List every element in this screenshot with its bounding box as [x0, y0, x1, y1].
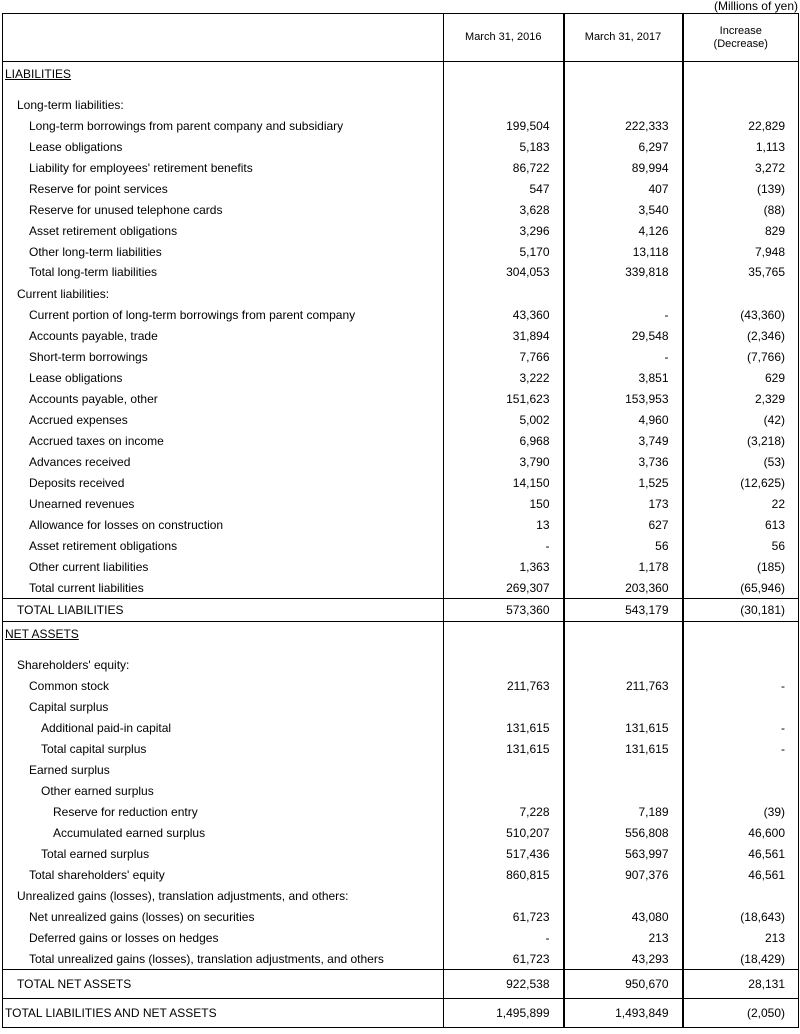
row-label: TOTAL LIABILITIES AND NET ASSETS [3, 999, 444, 1028]
value-change: - [683, 739, 799, 760]
value-2016: - [444, 536, 564, 557]
value-2017: 627 [564, 515, 683, 536]
row-label: Additional paid-in capital [3, 718, 444, 739]
table-row [3, 263, 799, 284]
value-2017: 1,525 [564, 473, 683, 494]
value-2017: 4,960 [564, 410, 683, 431]
value-2017: 563,997 [564, 844, 683, 865]
value-change: 46,561 [683, 865, 799, 886]
value-2017: 43,293 [564, 949, 683, 970]
value-2016: 61,723 [444, 949, 564, 970]
table-row [3, 676, 799, 697]
value-change: (7,766) [683, 347, 799, 368]
value-2017: - [564, 305, 683, 326]
value-2016: 150 [444, 494, 564, 515]
value-2016: 131,615 [444, 718, 564, 739]
value-2016: 3,222 [444, 368, 564, 389]
spacer-row [3, 646, 799, 655]
column-header-2016: March 31, 2016 [444, 14, 564, 62]
value-2016: 7,228 [444, 802, 564, 823]
value-change: - [683, 676, 799, 697]
value-change: 22 [683, 494, 799, 515]
row-label: Reserve for point services [3, 179, 444, 200]
value-2017: 153,953 [564, 389, 683, 410]
capital-surplus-heading-row [3, 697, 799, 718]
table-row [3, 844, 799, 865]
value-change: (3,218) [683, 431, 799, 452]
value-change: 46,561 [683, 844, 799, 865]
value-2017: 43,080 [564, 907, 683, 928]
table-row [3, 907, 799, 928]
value-2017: 6,297 [564, 137, 683, 158]
table-row [3, 221, 799, 242]
value-change: (18,643) [683, 907, 799, 928]
value-change: (88) [683, 200, 799, 221]
row-label: Total earned surplus [3, 844, 444, 865]
value-change: (42) [683, 410, 799, 431]
table-row [3, 494, 799, 515]
row-label: TOTAL LIABILITIES [3, 599, 444, 622]
value-2016: 14,150 [444, 473, 564, 494]
long-term-heading-row [3, 95, 799, 116]
balance-sheet-table [2, 13, 799, 1028]
row-label: Accounts payable, trade [3, 326, 444, 347]
table-row [3, 410, 799, 431]
value-2017: 173 [564, 494, 683, 515]
value-change: 3,272 [683, 158, 799, 179]
value-2016: 922,538 [444, 970, 564, 999]
value-2016: 547 [444, 179, 564, 200]
value-2016: 269,307 [444, 578, 564, 599]
value-2016: 304,053 [444, 263, 564, 284]
total-liabilities-row [3, 599, 799, 622]
row-label: Unearned revenues [3, 494, 444, 515]
value-2017: 4,126 [564, 221, 683, 242]
total-net-assets-row [3, 970, 799, 999]
value-change: (53) [683, 452, 799, 473]
other-earned-heading-row [3, 781, 799, 802]
row-label: Lease obligations [3, 368, 444, 389]
row-label: Accumulated earned surplus [3, 823, 444, 844]
table-row [3, 431, 799, 452]
table-row [3, 515, 799, 536]
row-label: Current portion of long-term borrowings from parent company [3, 305, 444, 326]
value-2016: 7,766 [444, 347, 564, 368]
value-2016: 3,628 [444, 200, 564, 221]
value-2017: 89,994 [564, 158, 683, 179]
table-row [3, 578, 799, 599]
value-2017: 56 [564, 536, 683, 557]
liabilities-heading-row [3, 62, 799, 86]
table-row [3, 389, 799, 410]
row-label: Common stock [3, 676, 444, 697]
value-change: (18,429) [683, 949, 799, 970]
current-heading-row [3, 284, 799, 305]
value-2016: 151,623 [444, 389, 564, 410]
value-change: (43,360) [683, 305, 799, 326]
column-header-2017: March 31, 2017 [564, 14, 683, 62]
net-assets-heading: NET ASSETS [5, 626, 79, 641]
value-2017: 203,360 [564, 578, 683, 599]
current-heading: Current liabilities: [17, 287, 110, 301]
label-column-header [3, 14, 444, 62]
table-row [3, 823, 799, 844]
row-label: Reserve for unused telephone cards [3, 200, 444, 221]
value-2016: 199,504 [444, 116, 564, 137]
row-label: Accrued taxes on income [3, 431, 444, 452]
change-header-line1: Increase [719, 24, 762, 37]
value-2017: 3,540 [564, 200, 683, 221]
table-row [3, 347, 799, 368]
value-2016: 43,360 [444, 305, 564, 326]
table-header [3, 14, 799, 62]
value-2017: 131,615 [564, 739, 683, 760]
table-row [3, 137, 799, 158]
value-2016: 31,894 [444, 326, 564, 347]
row-label: Accrued expenses [3, 410, 444, 431]
row-label: Other long-term liabilities [3, 242, 444, 263]
unrealized-heading-row [3, 886, 799, 907]
value-change: (30,181) [683, 599, 799, 622]
row-label: Total capital surplus [3, 739, 444, 760]
equity-heading: Shareholders' equity: [17, 658, 130, 672]
row-label: Net unrealized gains (losses) on securities [3, 907, 444, 928]
table-row [3, 557, 799, 578]
other-earned-heading: Other earned surplus [41, 784, 154, 798]
value-2016: 6,968 [444, 431, 564, 452]
value-2016: 517,436 [444, 844, 564, 865]
value-2017: 29,548 [564, 326, 683, 347]
value-2016: 1,363 [444, 557, 564, 578]
table-row [3, 368, 799, 389]
liabilities-heading: LIABILITIES [5, 66, 72, 81]
unit-note: (Millions of yen) [713, 0, 798, 13]
value-2016: 1,495,899 [444, 999, 564, 1028]
value-change: (2,050) [683, 999, 799, 1028]
value-change: 46,600 [683, 823, 799, 844]
value-2016: 510,207 [444, 823, 564, 844]
value-2016: 131,615 [444, 739, 564, 760]
earned-surplus-heading-row [3, 760, 799, 781]
value-2016: 573,360 [444, 599, 564, 622]
value-2017: 7,189 [564, 802, 683, 823]
row-label: Total long-term liabilities [3, 263, 444, 284]
table-row [3, 452, 799, 473]
value-change: (185) [683, 557, 799, 578]
table-row [3, 116, 799, 137]
value-2016: 3,790 [444, 452, 564, 473]
row-label: Deferred gains or losses on hedges [3, 928, 444, 949]
value-2016: 5,170 [444, 242, 564, 263]
value-2016: 13 [444, 515, 564, 536]
row-label: Liability for employees' retirement benefits [3, 158, 444, 179]
value-change: 629 [683, 368, 799, 389]
value-2017: 3,749 [564, 431, 683, 452]
value-2017: 339,818 [564, 263, 683, 284]
value-change: (39) [683, 802, 799, 823]
value-2017: - [564, 347, 683, 368]
table-row [3, 536, 799, 557]
value-2017: 131,615 [564, 718, 683, 739]
value-change: 7,948 [683, 242, 799, 263]
table-row [3, 179, 799, 200]
table-row [3, 865, 799, 886]
value-2016: 86,722 [444, 158, 564, 179]
capital-surplus-heading: Capital surplus [29, 700, 109, 714]
row-label: Total shareholders' equity [3, 865, 444, 886]
value-2016: 860,815 [444, 865, 564, 886]
value-2017: 543,179 [564, 599, 683, 622]
value-2016: 3,296 [444, 221, 564, 242]
value-2017: 407 [564, 179, 683, 200]
value-2017: 907,376 [564, 865, 683, 886]
row-label: Deposits received [3, 473, 444, 494]
table-row [3, 802, 799, 823]
value-2016: 5,002 [444, 410, 564, 431]
equity-heading-row [3, 655, 799, 676]
value-2017: 3,736 [564, 452, 683, 473]
value-2017: 950,670 [564, 970, 683, 999]
value-2017: 3,851 [564, 368, 683, 389]
table-row [3, 949, 799, 970]
value-change: 1,113 [683, 137, 799, 158]
table-row [3, 718, 799, 739]
table-body [3, 62, 799, 1028]
grand-total-row [3, 999, 799, 1028]
value-change: 829 [683, 221, 799, 242]
value-change: (65,946) [683, 578, 799, 599]
value-2017: 13,118 [564, 242, 683, 263]
table-row [3, 242, 799, 263]
row-label: Other current liabilities [3, 557, 444, 578]
change-header-line2: (Decrease) [713, 37, 768, 50]
net-assets-heading-row [3, 622, 799, 646]
value-2017: 1,493,849 [564, 999, 683, 1028]
row-label: Reserve for reduction entry [3, 802, 444, 823]
long-term-heading: Long-term liabilities: [17, 98, 124, 112]
spacer-row [3, 86, 799, 95]
value-2016: 61,723 [444, 907, 564, 928]
table-row [3, 473, 799, 494]
value-change: 213 [683, 928, 799, 949]
value-2016: - [444, 928, 564, 949]
row-label: Asset retirement obligations [3, 221, 444, 242]
row-label: Asset retirement obligations [3, 536, 444, 557]
row-label: Short-term borrowings [3, 347, 444, 368]
column-header-change [683, 14, 799, 62]
table-row [3, 158, 799, 179]
row-label: Allowance for losses on construction [3, 515, 444, 536]
table-row [3, 326, 799, 347]
row-label: Long-term borrowings from parent company and subsidiary [3, 116, 444, 137]
value-2016: 211,763 [444, 676, 564, 697]
row-label: Lease obligations [3, 137, 444, 158]
row-label: Advances received [3, 452, 444, 473]
row-label: Accounts payable, other [3, 389, 444, 410]
value-change: 35,765 [683, 263, 799, 284]
value-change: 613 [683, 515, 799, 536]
value-change: - [683, 718, 799, 739]
value-change: (2,346) [683, 326, 799, 347]
value-2017: 213 [564, 928, 683, 949]
value-2017: 222,333 [564, 116, 683, 137]
table-row [3, 200, 799, 221]
table-row [3, 739, 799, 760]
value-2017: 211,763 [564, 676, 683, 697]
unrealized-heading: Unrealized gains (losses), translation adjustments, and others: [17, 889, 349, 903]
table-row [3, 928, 799, 949]
row-label: Total unrealized gains (losses), translation adjustments, and others [3, 949, 444, 970]
earned-surplus-heading: Earned surplus [29, 763, 110, 777]
table-row [3, 305, 799, 326]
value-change: 28,131 [683, 970, 799, 999]
value-change: 56 [683, 536, 799, 557]
row-label: Total current liabilities [3, 578, 444, 599]
row-label: TOTAL NET ASSETS [3, 970, 444, 999]
value-change: 22,829 [683, 116, 799, 137]
value-2017: 1,178 [564, 557, 683, 578]
value-2017: 556,808 [564, 823, 683, 844]
value-change: (139) [683, 179, 799, 200]
value-2016: 5,183 [444, 137, 564, 158]
value-change: 2,329 [683, 389, 799, 410]
value-change: (12,625) [683, 473, 799, 494]
